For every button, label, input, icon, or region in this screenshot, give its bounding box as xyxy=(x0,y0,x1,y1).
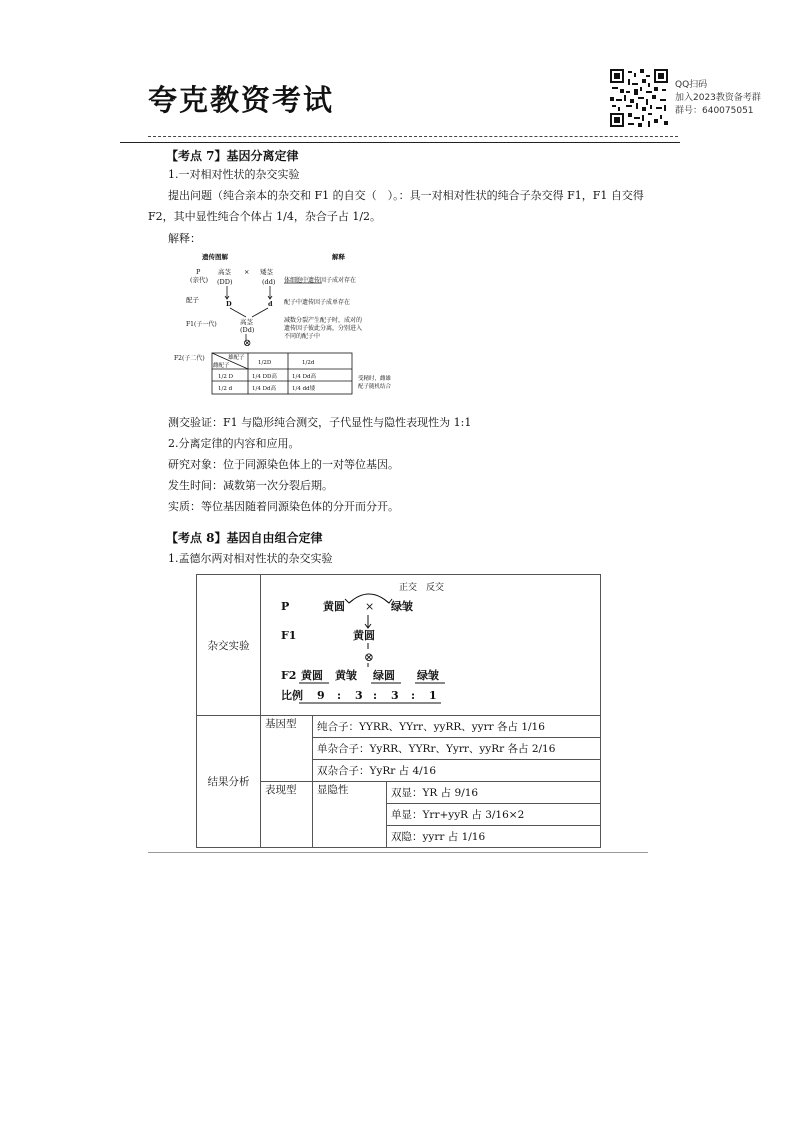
qr-line-2: 加入2023教资备考群 xyxy=(675,93,761,103)
fig-dd-small: (dd) xyxy=(262,278,276,286)
phenotype-row-3: 双隐：yyrr 占 1/16 xyxy=(387,826,601,848)
cross-ratio-label: 比例 xyxy=(281,689,303,702)
genotype-row-3: 双杂合子：YyRr 占 4/16 xyxy=(313,760,601,782)
section7-heading: 【考点 7】基因分离定律 xyxy=(166,149,299,163)
cross-f2-label: F2 xyxy=(281,669,297,682)
section7-essence: 实质：等位基因随着同源染色体的分开而分开。 xyxy=(168,500,399,513)
cross-f2-4: 绿皱 xyxy=(417,669,439,682)
fig-f1-geno: (Dd) xyxy=(240,326,255,334)
fig-note-g: 配子中遗传因子成单存在 xyxy=(284,299,351,306)
fig-col1: 1/2D xyxy=(258,360,272,366)
fig-row1-c2: 1/4 Dd高 xyxy=(292,374,317,380)
ratio-1: 9 xyxy=(317,689,325,702)
cross-p-right: 绿皱 xyxy=(391,600,413,613)
cross-p-left: 黄圆 xyxy=(323,600,345,613)
cross-diagram-cell xyxy=(261,575,601,716)
phenotype-label: 表现型 xyxy=(261,782,313,848)
section8-heading: 【考点 8】基因自由组合定律 xyxy=(166,531,323,545)
qr-code-icon xyxy=(610,69,668,127)
section7-item2: 2.分离定律的内容和应用。 xyxy=(168,437,300,450)
cross-p-label: P xyxy=(281,600,290,613)
fig-gamete-D: D xyxy=(226,300,232,308)
row-label-cross: 杂交实验 xyxy=(197,575,261,716)
cross-self: ⊗ xyxy=(364,650,375,664)
cross-f1-label: F1 xyxy=(281,629,297,642)
genotype-row-2: 单杂合子：YyRR、YYRr、Yyrr、yyRr 各占 2/16 xyxy=(313,738,601,760)
fig-p-label: P xyxy=(196,268,201,276)
section7-time: 发生时间：减数第一次分裂后期。 xyxy=(168,479,333,492)
fig-row2-c1: 1/4 Dd高 xyxy=(252,386,277,392)
dihybrid-cross-diagram xyxy=(261,575,601,715)
fig-corner-bottom: 雌配子 xyxy=(213,363,230,369)
fig-gamete-label: 配子 xyxy=(186,296,199,304)
ratio-sep-3: : xyxy=(411,689,416,702)
ratio-2: 3 xyxy=(355,689,363,702)
section7-explain-label: 解释： xyxy=(168,232,201,245)
fig-row2-c2: 1/4 dd矮 xyxy=(292,386,316,392)
section8-item1: 1.孟德尔两对相对性状的杂交实验 xyxy=(168,552,333,565)
cross-f2-2: 黄皱 xyxy=(335,669,357,682)
qr-info xyxy=(675,79,761,118)
fig-dd-big: (DD) xyxy=(217,278,233,286)
phenotype-row-2: 单显：Yrr+yyR 占 3/16×2 xyxy=(387,804,601,826)
recip-cross-label: 正交 反交 xyxy=(399,583,445,593)
fig-f2-label: F2(子二代) xyxy=(174,355,205,362)
section7-object: 研究对象：位于同源染色体上的一对等位基因。 xyxy=(168,458,399,471)
cross-f1-val: 黄圆 xyxy=(353,629,375,642)
bottom-rule xyxy=(148,852,648,853)
section7-para1-line1: 提出问题（纯合亲本的杂交和 F1 的自交（ ）。：具一对相对性状的纯合子杂交得 F1，F1 自交得 xyxy=(168,189,644,202)
fig-row1-c1: 1/4 DD高 xyxy=(252,374,277,380)
fig-col2: 1/2d xyxy=(302,360,315,366)
cross-f2-3: 绿圆 xyxy=(373,669,395,682)
row-label-analysis: 结果分析 xyxy=(197,716,261,848)
qr-line-1: QQ扫码 xyxy=(675,80,708,90)
ratio-4: 1 xyxy=(429,689,437,702)
segregation-diagram xyxy=(172,250,402,410)
fig-note-f2-2: 配子随机结合 xyxy=(358,384,392,390)
fig-f1-tall: 高茎 xyxy=(240,318,253,326)
section7-item1: 1.一对相对性状的杂交实验 xyxy=(168,168,300,181)
fig-row1-label: 1/2 D xyxy=(218,374,234,380)
fig-note-p: 体细胞中遗传因子成对存在 xyxy=(284,277,357,284)
fig-note-f1-2: 遗传因子彼此分离，分别进入 xyxy=(284,325,363,332)
section7-testcross: 测交验证：F1 与隐形纯合测交，子代显性与隐性表现性为 1:1 xyxy=(168,416,472,429)
fig-f1-label: F1(子一代) xyxy=(186,321,217,328)
header-solid-rule xyxy=(120,142,680,143)
dihybrid-table xyxy=(196,574,601,848)
fig-note-f1-1: 减数分裂产生配子时，成对的 xyxy=(284,317,363,324)
dominance-label: 显隐性 xyxy=(313,782,387,848)
cross-x: × xyxy=(365,600,375,613)
fig-corner-top: 雄配子 xyxy=(228,355,245,361)
ratio-sep-1: : xyxy=(337,689,342,702)
fig-col-left: 遗传图解 xyxy=(202,253,228,261)
fig-tall: 高茎 xyxy=(218,268,231,276)
qr-line-3: 群号：640075051 xyxy=(675,106,754,116)
section7-para1-line2: F2，其中显性纯合个体占 1/4，杂合子占 1/2。 xyxy=(148,210,382,223)
phenotype-row-1: 双显：YR 占 9/16 xyxy=(387,782,601,804)
fig-col-right: 解释 xyxy=(332,253,345,261)
genotype-label: 基因型 xyxy=(261,716,313,782)
fig-cross: × xyxy=(244,268,250,276)
fig-selfing: ⊗ xyxy=(243,338,252,349)
ratio-3: 3 xyxy=(391,689,399,702)
genotype-row-1: 纯合子：YYRR、YYrr、yyRR、yyrr 各占 1/16 xyxy=(313,716,601,738)
fig-note-f2-1: 受精时，雌雄 xyxy=(358,376,392,382)
fig-p-sub: (亲代) xyxy=(190,276,209,284)
fig-row2-label: 1/2 d xyxy=(218,386,233,392)
ratio-sep-2: : xyxy=(373,689,378,702)
fig-gamete-d: d xyxy=(268,300,273,308)
fig-short: 矮茎 xyxy=(260,268,273,276)
fig-note-f1-3: 不同的配子中 xyxy=(284,333,321,340)
cross-f2-1: 黄圆 xyxy=(301,669,323,682)
header-dashed-rule xyxy=(148,136,678,137)
brand-logo-text: 夸克教资考试 xyxy=(148,83,335,117)
